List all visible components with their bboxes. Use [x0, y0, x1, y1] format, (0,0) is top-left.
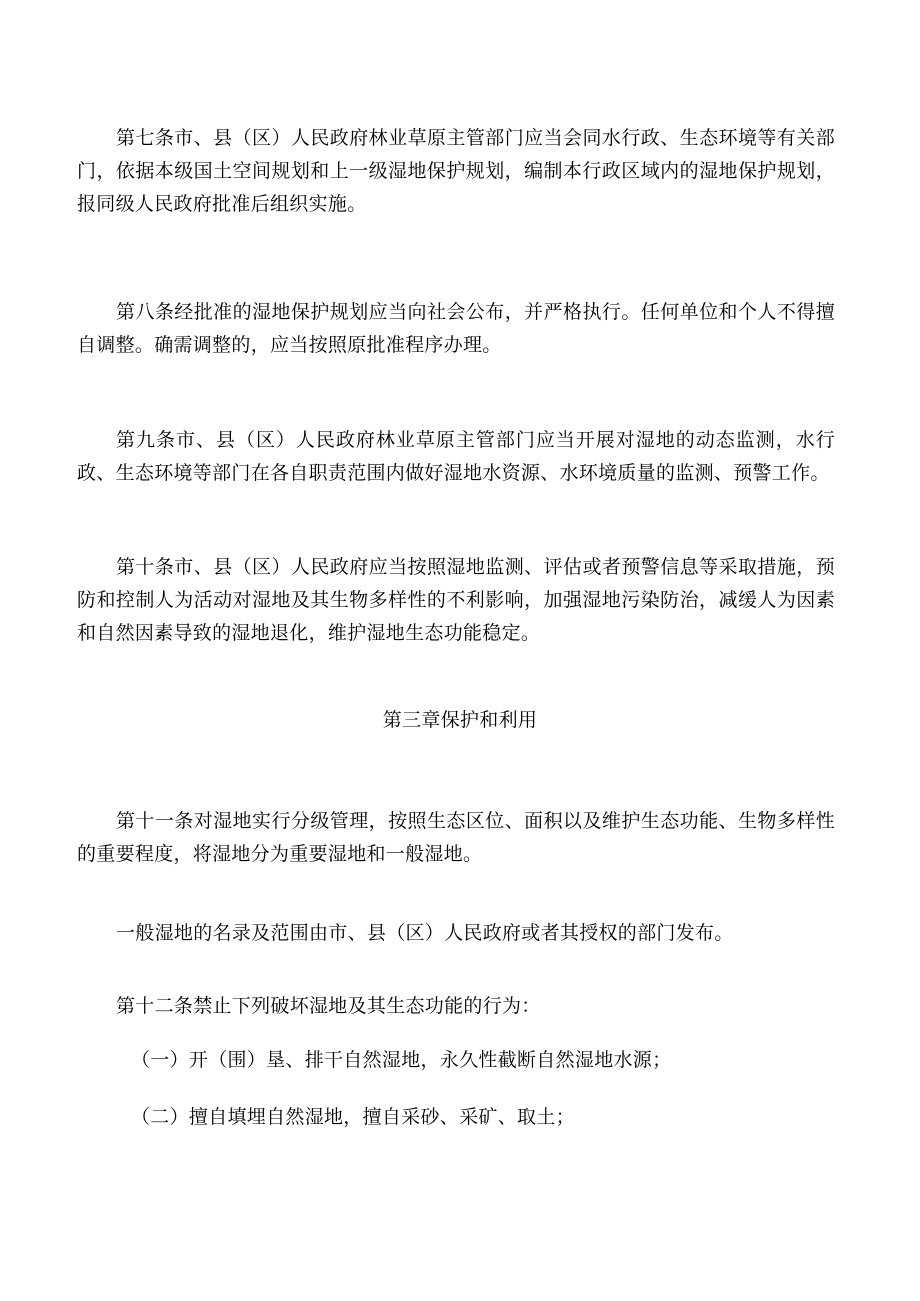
article-10-paragraph: 第十条市、县（区）人民政府应当按照湿地监测、评估或者预警信息等采取措施，预防和控制人为活动对湿地及其生物多样性的不利影响，加强湿地污染防治，减缓人为因素和自然因素导致的湿地退化，维护湿地生态功能稳定。 — [77, 556, 835, 644]
chapter-heading: 第三章保护和利用 — [382, 709, 538, 731]
article-8-paragraph: 第八条经批准的湿地保护规划应当向社会公布，并严格执行。任何单位和个人不得擅自调整。确需调整的，应当按照原批准程序办理。 — [77, 301, 835, 356]
article-7-paragraph: 第七条市、县（区）人民政府林业草原主管部门应当会同水行政、生态环境等有关部门，依据本级国土空间规划和上一级湿地保护规划，编制本行政区域内的湿地保护规划，报同级人民政府批准后组织实施。 — [77, 127, 835, 215]
general-wetland-paragraph: 一般湿地的名录及范围由市、县（区）人民政府或者其授权的部门发布。 — [116, 922, 734, 944]
article-9-paragraph: 第九条市、县（区）人民政府林业草原主管部门应当开展对湿地的动态监测，水行政、生态环境等部门在各自职责范围内做好湿地水资源、水环境质量的监测、预警工作。 — [77, 429, 835, 484]
list-item-1: （一）开（围）垦、排干自然湿地，永久性截断自然湿地水源； — [131, 1049, 672, 1071]
article-12-paragraph: 第十二条禁止下列破坏湿地及其生态功能的行为： — [116, 995, 541, 1017]
list-item-2: （二）擅自填埋自然湿地，擅自采砂、采矿、取土； — [131, 1106, 575, 1128]
article-11-paragraph: 第十一条对湿地实行分级管理，按照生态区位、面积以及维护生态功能、生物多样性的重要程度，将湿地分为重要湿地和一般湿地。 — [77, 810, 835, 865]
